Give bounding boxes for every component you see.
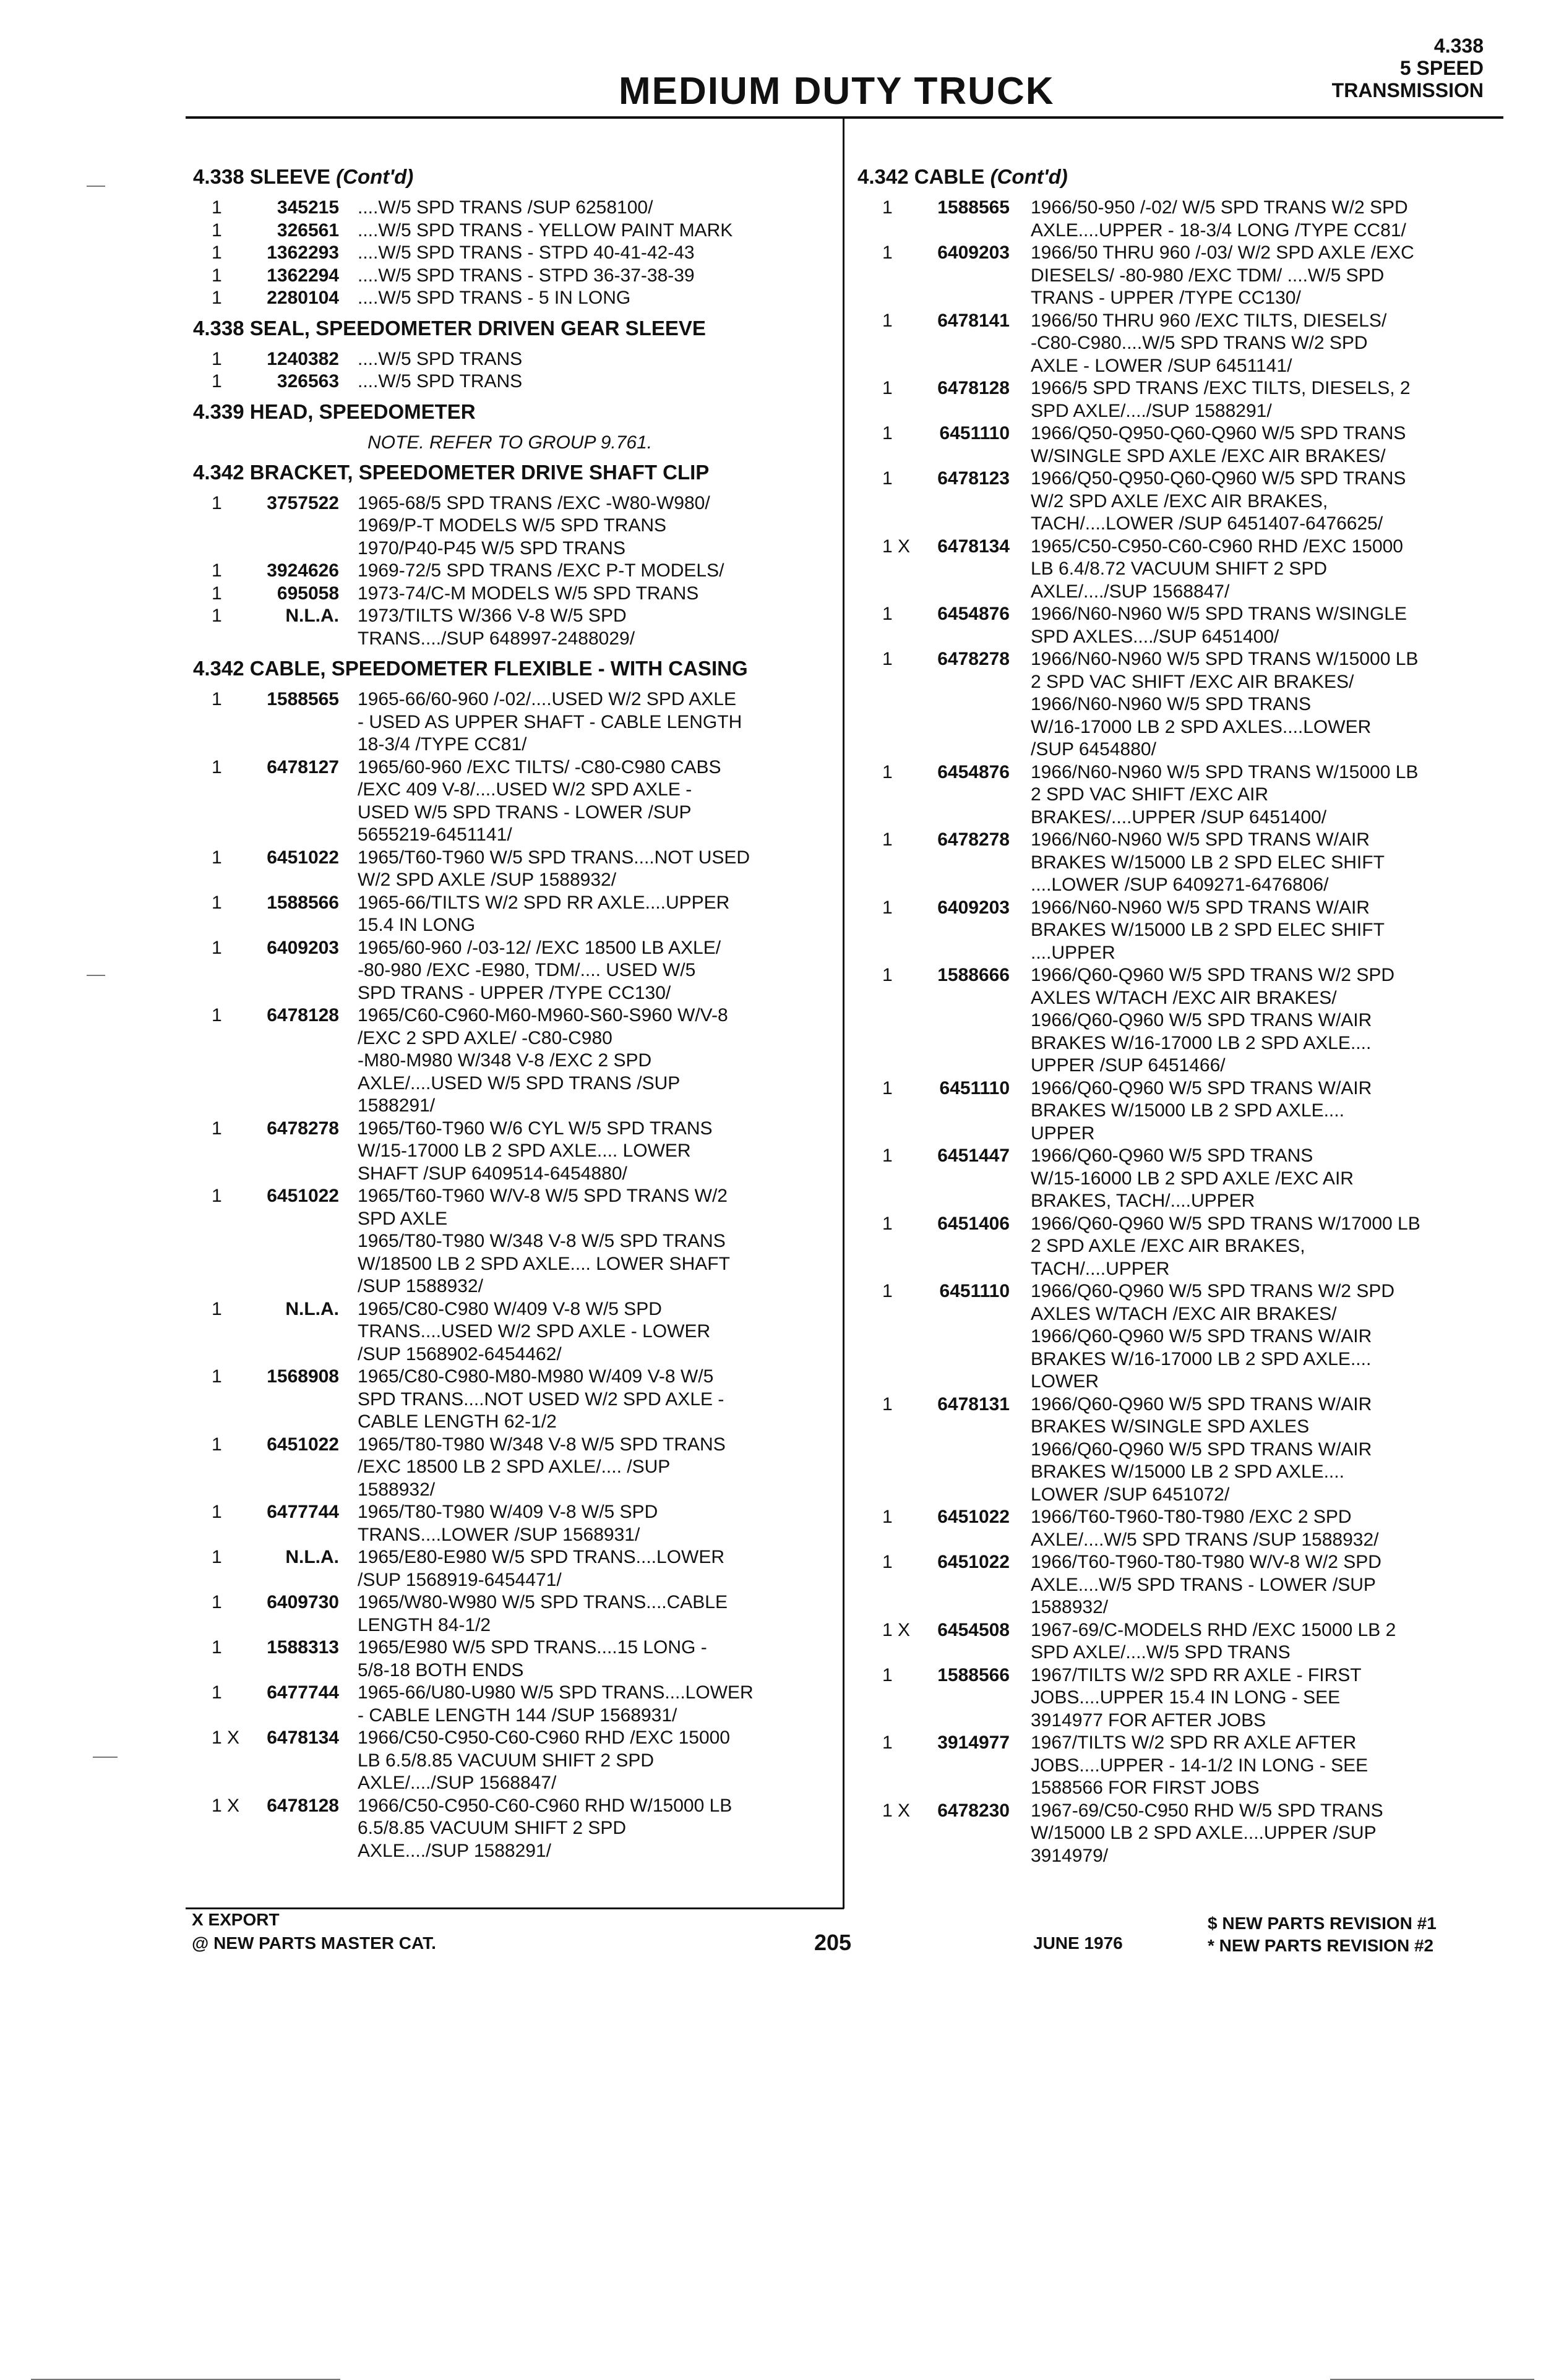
margin-mark (93, 1757, 118, 1758)
entry-description: 1966/Q60-Q960 W/5 SPD TRANS W/15-16000 LB 2 SPD AXLE /EXC AIR BRAKES, TACH/....UPPER (1031, 1145, 1354, 1211)
entry-quantity: 1 (212, 937, 222, 958)
entry-quantity (857, 1439, 917, 1507)
entry-description: 1966/50 THRU 960 /EXC TILTS, DIESELS/ -C80-C980....W/5 SPD TRANS W/2 SPD AXLE - LOWER /SUP 6451141/ (1031, 310, 1387, 376)
entry-quantity (193, 1230, 240, 1298)
entry-quantity: 1 (212, 1005, 222, 1025)
entry-part-number: 6451110 (939, 1281, 1010, 1301)
entry-description: 1965/60-960 /-03-12/ /EXC 18500 LB AXLE/ -80-980 /EXC -E980, TDM/.... USED W/5 SPD TRANS - UPPER /TYPE CC130/ (358, 937, 721, 1003)
entry-part-number (240, 1230, 339, 1298)
entry-description: 1965/T80-T980 W/348 V-8 W/5 SPD TRANS W/18500 LB 2 SPD AXLE.... LOWER SHAFT /SUP 1588932/ (358, 1231, 730, 1296)
entry-description: 1967/TILTS W/2 SPD RR AXLE AFTER JOBS....UPPER - 14-1/2 IN LONG - SEE 1588566 FOR FIRST JOBS (1031, 1732, 1368, 1798)
section-title-text: 4.338 SEAL, SPEEDOMETER DRIVEN GEAR SLEEVE (193, 316, 706, 340)
entry-quantity: 1 (882, 468, 893, 489)
entry-part-number: 6409203 (937, 897, 1010, 918)
entry-description: 1966/Q60-Q960 W/5 SPD TRANS W/2 SPD AXLES W/TACH /EXC AIR BRAKES/ (1031, 1281, 1395, 1324)
entry-part-number: 6451110 (939, 423, 1010, 443)
entry-description: 1966/Q60-Q960 W/5 SPD TRANS W/AIR BRAKES W/16-17000 LB 2 SPD AXLE.... LOWER (1031, 1326, 1372, 1392)
entry-part-number: 6451447 (937, 1145, 1010, 1166)
entry-quantity: 1 X (212, 1795, 240, 1816)
entry-part-number: 6451406 (937, 1213, 1010, 1234)
parts-entry (193, 1501, 812, 1546)
parts-entry (857, 761, 1489, 829)
entry-part-number: 6478278 (267, 1118, 339, 1139)
column-divider (843, 116, 844, 1909)
entry-description: 1965/T60-T960 W/V-8 W/5 SPD TRANS W/2 SPD AXLE (358, 1186, 728, 1229)
parts-entry (857, 310, 1489, 378)
entry-part-number: 6451022 (267, 1186, 339, 1206)
entry-part-number: N.L.A. (285, 1298, 339, 1319)
entry-quantity: 1 (212, 847, 222, 868)
entry-part-number: 6451110 (939, 1077, 1010, 1098)
parts-entry (857, 1325, 1489, 1393)
parts-entry (857, 1732, 1489, 1800)
entry-quantity: 1 (882, 1552, 893, 1572)
entry-description: 1966/N60-N960 W/5 SPD TRANS W/16-17000 LB 2 SPD AXLES....LOWER /SUP 6454880/ (1031, 694, 1372, 760)
revision-2-legend: * NEW PARTS REVISION #2 (1208, 1936, 1434, 1955)
section-title-text: 4.338 SLEEVE (193, 165, 337, 188)
entry-quantity: 1 (212, 492, 222, 513)
entry-description: 1965/60-960 /EXC TILTS/ -C80-C980 CABS /EXC 409 V-8/....USED W/2 SPD AXLE - USED W/5 SPD TRANS - LOWER /SUP 5655219-6451141/ (358, 756, 721, 845)
entry-quantity: 1 (882, 897, 893, 918)
entry-quantity: 1 (212, 1547, 222, 1567)
entry-quantity: 1 X (882, 1800, 911, 1821)
parts-entry (193, 1727, 812, 1795)
entry-description: 1966/50 THRU 960 /-03/ W/2 SPD AXLE /EXC DIESELS/ -80-980 /EXC TDM/ ....W/5 SPD TRANS - UPPER /TYPE CC130/ (1031, 242, 1414, 308)
parts-entry (193, 1591, 812, 1637)
entry-description: 1966/N60-N960 W/5 SPD TRANS W/AIR BRAKES W/15000 LB 2 SPD ELEC SHIFT ....UPPER (1031, 897, 1385, 963)
section-title-text: 4.342 BRACKET, SPEEDOMETER DRIVE SHAFT CLIP (193, 460, 710, 484)
section-continued-label: (Cont'd) (990, 165, 1068, 188)
entry-description: 1966/Q60-Q960 W/5 SPD TRANS W/AIR BRAKES W/15000 LB 2 SPD AXLE.... UPPER (1031, 1077, 1372, 1144)
entry-part-number: 6478134 (937, 536, 1010, 557)
parts-entry (857, 1393, 1489, 1439)
entry-quantity: 1 (882, 242, 893, 263)
parts-entry (193, 242, 812, 265)
entry-part-number: 1240382 (267, 348, 339, 369)
entry-quantity: 1 (212, 560, 222, 581)
entry-quantity: 1 (882, 604, 893, 624)
parts-entry (193, 1298, 812, 1366)
entry-part-number (917, 1009, 1010, 1077)
entry-quantity: 1 (212, 583, 222, 604)
entry-quantity: 1 (212, 1682, 222, 1703)
parts-entry (857, 1619, 1489, 1664)
entry-description: 1965/T60-T960 W/5 SPD TRANS....NOT USED W/2 SPD AXLE /SUP 1588932/ (358, 847, 750, 890)
entry-quantity: 1 (212, 1366, 222, 1387)
legend-export: X EXPORT (192, 1910, 280, 1929)
parts-entry (857, 1800, 1489, 1868)
entry-description: ....W/5 SPD TRANS (358, 371, 523, 392)
entry-quantity: 1 (212, 756, 222, 777)
entry-part-number: 1362294 (267, 265, 339, 286)
entry-quantity: 1 (212, 197, 222, 218)
parts-entry (857, 1664, 1489, 1732)
entry-description: 1966/N60-N960 W/5 SPD TRANS W/15000 LB 2 SPD VAC SHIFT /EXC AIR BRAKES/ (1031, 649, 1419, 692)
parts-entry (193, 892, 812, 937)
section-title (193, 656, 812, 681)
legend-master-catalog: @ NEW PARTS MASTER CAT. (192, 1933, 436, 1953)
entry-part-number: 1588566 (937, 1664, 1010, 1685)
section-title (193, 165, 812, 189)
entry-quantity: 1 (212, 689, 222, 709)
entry-description: ....W/5 SPD TRANS - YELLOW PAINT MARK (358, 220, 733, 241)
entry-description: 1966/Q50-Q950-Q60-Q960 W/5 SPD TRANS W/SINGLE SPD AXLE /EXC AIR BRAKES/ (1031, 423, 1406, 466)
parts-entry (857, 964, 1489, 1009)
entry-quantity: 1 (212, 1298, 222, 1319)
parts-entry (857, 197, 1489, 242)
entry-quantity: 1 (882, 1507, 893, 1527)
parts-entry (193, 1637, 812, 1682)
entry-quantity: 1 (882, 1077, 893, 1098)
entry-description: 1966/N60-N960 W/5 SPD TRANS W/15000 LB 2 SPD VAC SHIFT /EXC AIR BRAKES/....UPPER /SUP 6451400/ (1031, 761, 1419, 828)
entry-quantity: 1 (212, 1434, 222, 1455)
parts-entry (857, 1551, 1489, 1619)
entry-description: 1966/C50-C950-C60-C960 RHD W/15000 LB 6.5/8.85 VACUUM SHIFT 2 SPD AXLE..../SUP 1588291/ (358, 1795, 733, 1861)
entry-description: 1967-69/C50-C950 RHD W/5 SPD TRANS W/15000 LB 2 SPD AXLE....UPPER /SUP 3914979/ (1031, 1800, 1383, 1866)
parts-entry (193, 492, 812, 560)
entry-description: 1966/N60-N960 W/5 SPD TRANS W/AIR BRAKES W/15000 LB 2 SPD ELEC SHIFT ....LOWER /SUP 6409271-6476806/ (1031, 829, 1385, 895)
parts-entry (857, 242, 1489, 310)
parts-entry (857, 377, 1489, 422)
section-note: NOTE. REFER TO GROUP 9.761. (367, 432, 653, 453)
entry-part-number: 6478128 (267, 1005, 339, 1025)
entry-quantity: 1 (212, 288, 222, 308)
entry-part-number: 6409730 (267, 1592, 339, 1612)
parts-entry (193, 756, 812, 847)
entry-description: 1966/Q60-Q960 W/5 SPD TRANS W/AIR BRAKES W/16-17000 LB 2 SPD AXLE.... UPPER /SUP 6451466/ (1031, 1010, 1372, 1076)
entry-description: 1965/E80-E980 W/5 SPD TRANS....LOWER /SUP 1568919-6454471/ (358, 1547, 725, 1590)
group-subtitle-1: 5 SPEED (1399, 57, 1484, 79)
entry-part-number: 6478128 (937, 378, 1010, 398)
entry-quantity: 1 X (212, 1727, 240, 1748)
entry-part-number (917, 1439, 1010, 1507)
entry-quantity: 1 (882, 197, 893, 218)
entry-description: 1969-72/5 SPD TRANS /EXC P-T MODELS/ (358, 560, 724, 581)
parts-entry (193, 688, 812, 756)
entry-part-number: 6478278 (937, 649, 1010, 669)
parts-entry (193, 1004, 812, 1118)
entry-description: 1966/5 SPD TRANS /EXC TILTS, DIESELS, 2 SPD AXLE/..../SUP 1588291/ (1031, 378, 1411, 421)
entry-part-number: 6477744 (267, 1502, 339, 1522)
entry-part-number: 6409203 (937, 242, 1010, 263)
parts-entry (857, 1145, 1489, 1213)
section-title (193, 400, 812, 424)
entry-quantity: 1 (212, 1592, 222, 1612)
entry-part-number: 3924626 (267, 560, 339, 581)
entry-description: 1966/Q60-Q960 W/5 SPD TRANS W/2 SPD AXLES W/TACH /EXC AIR BRAKES/ (1031, 965, 1395, 1008)
entry-part-number: 6451022 (267, 847, 339, 868)
entry-part-number: 6477744 (267, 1682, 339, 1703)
entry-description: 1965/C50-C950-C60-C960 RHD /EXC 15000 LB 6.4/8.72 VACUUM SHIFT 2 SPD AXLE/..../SUP 1568847/ (1031, 536, 1403, 602)
footer-rule (186, 1907, 844, 1909)
entry-part-number: N.L.A. (285, 1547, 339, 1567)
header-rule (186, 116, 1503, 119)
entry-part-number: 1588313 (267, 1637, 339, 1658)
entry-quantity: 1 (882, 761, 893, 782)
entry-part-number: 6451022 (937, 1507, 1010, 1527)
parts-entry (193, 265, 812, 288)
entry-part-number: 3914977 (937, 1732, 1010, 1753)
entry-quantity: 1 (882, 1281, 893, 1301)
entry-description: 1966/N60-N960 W/5 SPD TRANS W/SINGLE SPD AXLES..../SUP 6451400/ (1031, 604, 1407, 647)
parts-entry (193, 197, 812, 220)
entry-part-number: 1588565 (267, 689, 339, 709)
entry-quantity: 1 (882, 829, 893, 850)
entry-quantity: 1 (882, 965, 893, 985)
entry-quantity: 1 (212, 892, 222, 913)
entry-part-number: 3757522 (267, 492, 339, 513)
entry-quantity: 1 X (882, 1619, 911, 1640)
margin-mark (87, 186, 105, 187)
entry-description: 1966/Q60-Q960 W/5 SPD TRANS W/AIR BRAKES W/SINGLE SPD AXLES (1031, 1393, 1372, 1437)
parts-entry (193, 1434, 812, 1502)
parts-entry (193, 847, 812, 892)
entry-description: 1965/T80-T980 W/409 V-8 W/5 SPD TRANS....LOWER /SUP 1568931/ (358, 1502, 658, 1545)
entry-description: 1965-66/60-960 /-02/....USED W/2 SPD AXLE - USED AS UPPER SHAFT - CABLE LENGTH 18-3/4 /TYPE CC81/ (358, 689, 742, 755)
entry-part-number: 6478141 (937, 310, 1010, 331)
entry-description: 1966/T60-T960-T80-T980 W/V-8 W/2 SPD AXLE....W/5 SPD TRANS - LOWER /SUP 1588932/ (1031, 1552, 1381, 1617)
section-title (857, 165, 1489, 189)
left-column (193, 158, 812, 1862)
entry-quantity: 1 (882, 423, 893, 443)
margin-mark (87, 975, 105, 976)
entry-part-number: 6478127 (267, 756, 339, 777)
parts-entry (857, 1213, 1489, 1281)
entry-quantity: 1 (212, 348, 222, 369)
entry-part-number: 6454876 (937, 761, 1010, 782)
entry-description: 1973/TILTS W/366 V-8 W/5 SPD TRANS..../SUP 648997-2488029/ (358, 606, 635, 649)
entry-part-number: 6451022 (937, 1552, 1010, 1572)
section-title-text: 4.342 CABLE (857, 165, 990, 188)
entry-description: 1965-68/5 SPD TRANS /EXC -W80-W980/ 1969/P-T MODELS W/5 SPD TRANS 1970/P40-P45 W/5 SPD TRANS (358, 492, 710, 559)
parts-entry (857, 536, 1489, 604)
entry-quantity: 1 (882, 378, 893, 398)
entry-quantity: 1 (212, 371, 222, 392)
entry-description: 1966/Q60-Q960 W/5 SPD TRANS W/17000 LB 2 SPD AXLE /EXC AIR BRAKES, TACH/....UPPER (1031, 1213, 1420, 1279)
entry-quantity: 1 (212, 606, 222, 626)
entry-quantity: 1 (882, 1732, 893, 1753)
entry-part-number (917, 693, 1010, 761)
entry-description: 1965-66/U80-U980 W/5 SPD TRANS....LOWER - CABLE LENGTH 144 /SUP 1568931/ (358, 1682, 754, 1726)
entry-part-number: 6478278 (937, 829, 1010, 850)
section-title-text: 4.342 CABLE, SPEEDOMETER FLEXIBLE - WITH CASING (193, 657, 748, 680)
entry-description: 1965/T80-T980 W/348 V-8 W/5 SPD TRANS /EXC 18500 LB 2 SPD AXLE/.... /SUP 1588932/ (358, 1434, 726, 1500)
entry-description: 1967/TILTS W/2 SPD RR AXLE - FIRST JOBS....UPPER 15.4 IN LONG - SEE 3914977 FOR AFTER JOBS (1031, 1664, 1362, 1731)
entry-description: 1965/E980 W/5 SPD TRANS....15 LONG - 5/8-18 BOTH ENDS (358, 1637, 707, 1680)
entry-description: 1965/C80-C980 W/409 V-8 W/5 SPD TRANS....USED W/2 SPD AXLE - LOWER /SUP 1568902-6454462/ (358, 1298, 711, 1364)
entry-description: 1966/Q50-Q950-Q60-Q960 W/5 SPD TRANS W/2 SPD AXLE /EXC AIR BRAKES, TACH/....LOWER /SUP 6451407-6476625/ (1031, 468, 1406, 534)
entry-description: 1965-66/TILTS W/2 SPD RR AXLE....UPPER 15.4 IN LONG (358, 892, 730, 935)
parts-entry (193, 1118, 812, 1186)
entry-quantity: 1 (212, 242, 222, 263)
entry-quantity: 1 (882, 1145, 893, 1166)
parts-entry (857, 603, 1489, 648)
parts-entry (857, 1009, 1489, 1077)
parts-entry (193, 583, 812, 606)
entry-part-number: 6478134 (267, 1727, 339, 1748)
entry-description: ....W/5 SPD TRANS - STPD 40-41-42-43 (358, 242, 695, 263)
parts-entry (193, 1795, 812, 1863)
entry-quantity: 1 (212, 265, 222, 286)
entry-part-number: 2280104 (267, 288, 339, 308)
entry-part-number: 6454876 (937, 604, 1010, 624)
section-continued-label: (Cont'd) (336, 165, 414, 188)
parts-entry (193, 370, 812, 393)
entry-quantity: 1 (212, 1637, 222, 1658)
parts-entry (193, 560, 812, 583)
entry-quantity: 1 (212, 220, 222, 241)
entry-description: 1965/T60-T960 W/6 CYL W/5 SPD TRANS W/15-17000 LB 2 SPD AXLE.... LOWER SHAFT /SUP 6409514-6454880/ (358, 1118, 713, 1184)
entry-description: ....W/5 SPD TRANS (358, 348, 523, 369)
parts-entry (857, 829, 1489, 897)
parts-entry (857, 468, 1489, 536)
page-number: 205 (814, 1930, 852, 1955)
group-subtitle-2: TRANSMISSION (1331, 79, 1484, 101)
parts-entry (193, 1185, 812, 1230)
parts-entry (193, 937, 812, 1005)
parts-entry (857, 422, 1489, 468)
section-title (193, 460, 812, 485)
entry-description: 1966/50-950 /-02/ W/5 SPD TRANS W/2 SPD AXLE....UPPER - 18-3/4 LONG /TYPE CC81/ (1031, 197, 1408, 241)
parts-entry (193, 605, 812, 650)
entry-description: 1973-74/C-M MODELS W/5 SPD TRANS (358, 583, 699, 604)
section-title-text: 4.339 HEAD, SPEEDOMETER (193, 400, 476, 423)
parts-entry (193, 348, 812, 371)
entry-quantity: 1 (212, 1118, 222, 1139)
entry-part-number: 6409203 (267, 937, 339, 958)
entry-part-number: 6478128 (267, 1795, 339, 1816)
entry-quantity: 1 (882, 1213, 893, 1234)
parts-entry (857, 897, 1489, 965)
parts-entry (193, 1366, 812, 1434)
entry-quantity (857, 1009, 917, 1077)
parts-entry (193, 220, 812, 242)
entry-part-number: 6478123 (937, 468, 1010, 489)
entry-description: 1965/C60-C960-M60-M960-S60-S960 W/V-8 /EXC 2 SPD AXLE/ -C80-C980 -M80-M980 W/348 V-8 /EXC 2 SPD AXLE/....USED W/5 SPD TRANS /SUP 1588291/ (358, 1005, 728, 1116)
entry-description: 1966/C50-C950-C60-C960 RHD /EXC 15000 LB 6.5/8.85 VACUUM SHIFT 2 SPD AXLE/..../SUP 1568847/ (358, 1727, 730, 1793)
entry-part-number: 695058 (277, 583, 339, 604)
entry-part-number: 326563 (277, 371, 339, 392)
entry-quantity: 1 (882, 1664, 893, 1685)
entry-quantity (857, 693, 917, 761)
parts-entry (857, 1077, 1489, 1145)
entry-part-number: 6478230 (937, 1800, 1010, 1821)
entry-description: 1967-69/C-MODELS RHD /EXC 15000 LB 2 SPD AXLE/....W/5 SPD TRANS (1031, 1619, 1396, 1663)
entry-quantity: 1 (882, 1393, 893, 1415)
parts-entry (857, 1506, 1489, 1551)
entry-part-number: 1362293 (267, 242, 339, 263)
entry-description: 1966/Q60-Q960 W/5 SPD TRANS W/AIR BRAKES W/15000 LB 2 SPD AXLE.... LOWER /SUP 6451072/ (1031, 1439, 1372, 1505)
right-column (857, 158, 1489, 1867)
parts-entry (857, 648, 1489, 693)
parts-entry (857, 1280, 1489, 1325)
parts-entry (193, 1230, 812, 1298)
entry-quantity: 1 (212, 1502, 222, 1522)
parts-entry (857, 1439, 1489, 1507)
entry-quantity: 1 (212, 1186, 222, 1206)
entry-part-number: 326561 (277, 220, 339, 241)
entry-description: 1966/T60-T960-T80-T980 /EXC 2 SPD AXLE/....W/5 SPD TRANS /SUP 1588932/ (1031, 1507, 1379, 1550)
entry-quantity (857, 1325, 917, 1393)
entry-part-number: 1588666 (937, 965, 1010, 985)
entry-description: 1965/C80-C980-M80-M980 W/409 V-8 W/5 SPD TRANS....NOT USED W/2 SPD AXLE - CABLE LENGTH 62-1/2 (358, 1366, 724, 1432)
entry-part-number: 6478131 (937, 1393, 1010, 1415)
entry-description: ....W/5 SPD TRANS - 5 IN LONG (358, 288, 631, 308)
page-title: MEDIUM DUTY TRUCK (619, 70, 1055, 113)
entry-part-number (917, 1325, 1010, 1393)
parts-entry (857, 693, 1489, 761)
header-group-info (1332, 35, 1484, 101)
entry-description: 1965/W80-W980 W/5 SPD TRANS....CABLE LENGTH 84-1/2 (358, 1592, 728, 1635)
section-title (193, 316, 812, 341)
revision-1-legend: $ NEW PARTS REVISION #1 (1208, 1914, 1437, 1933)
group-number: 4.338 (1433, 35, 1484, 57)
parts-entry (193, 1682, 812, 1727)
entry-part-number: 1588566 (267, 892, 339, 913)
entry-part-number: N.L.A. (285, 606, 339, 626)
publication-date: JUNE 1976 (1033, 1933, 1123, 1953)
parts-entry (193, 1546, 812, 1591)
entry-part-number: 6454508 (937, 1619, 1010, 1640)
entry-part-number: 6451022 (267, 1434, 339, 1455)
entry-part-number: 1588565 (937, 197, 1010, 218)
entry-description: ....W/5 SPD TRANS /SUP 6258100/ (358, 197, 653, 218)
entry-quantity: 1 X (882, 536, 911, 557)
entry-quantity: 1 (882, 310, 893, 331)
parts-entry (193, 287, 812, 310)
entry-description: ....W/5 SPD TRANS - STPD 36-37-38-39 (358, 265, 695, 286)
entry-quantity: 1 (882, 649, 893, 669)
entry-part-number: 1568908 (267, 1366, 339, 1387)
entry-part-number: 345215 (277, 197, 339, 218)
